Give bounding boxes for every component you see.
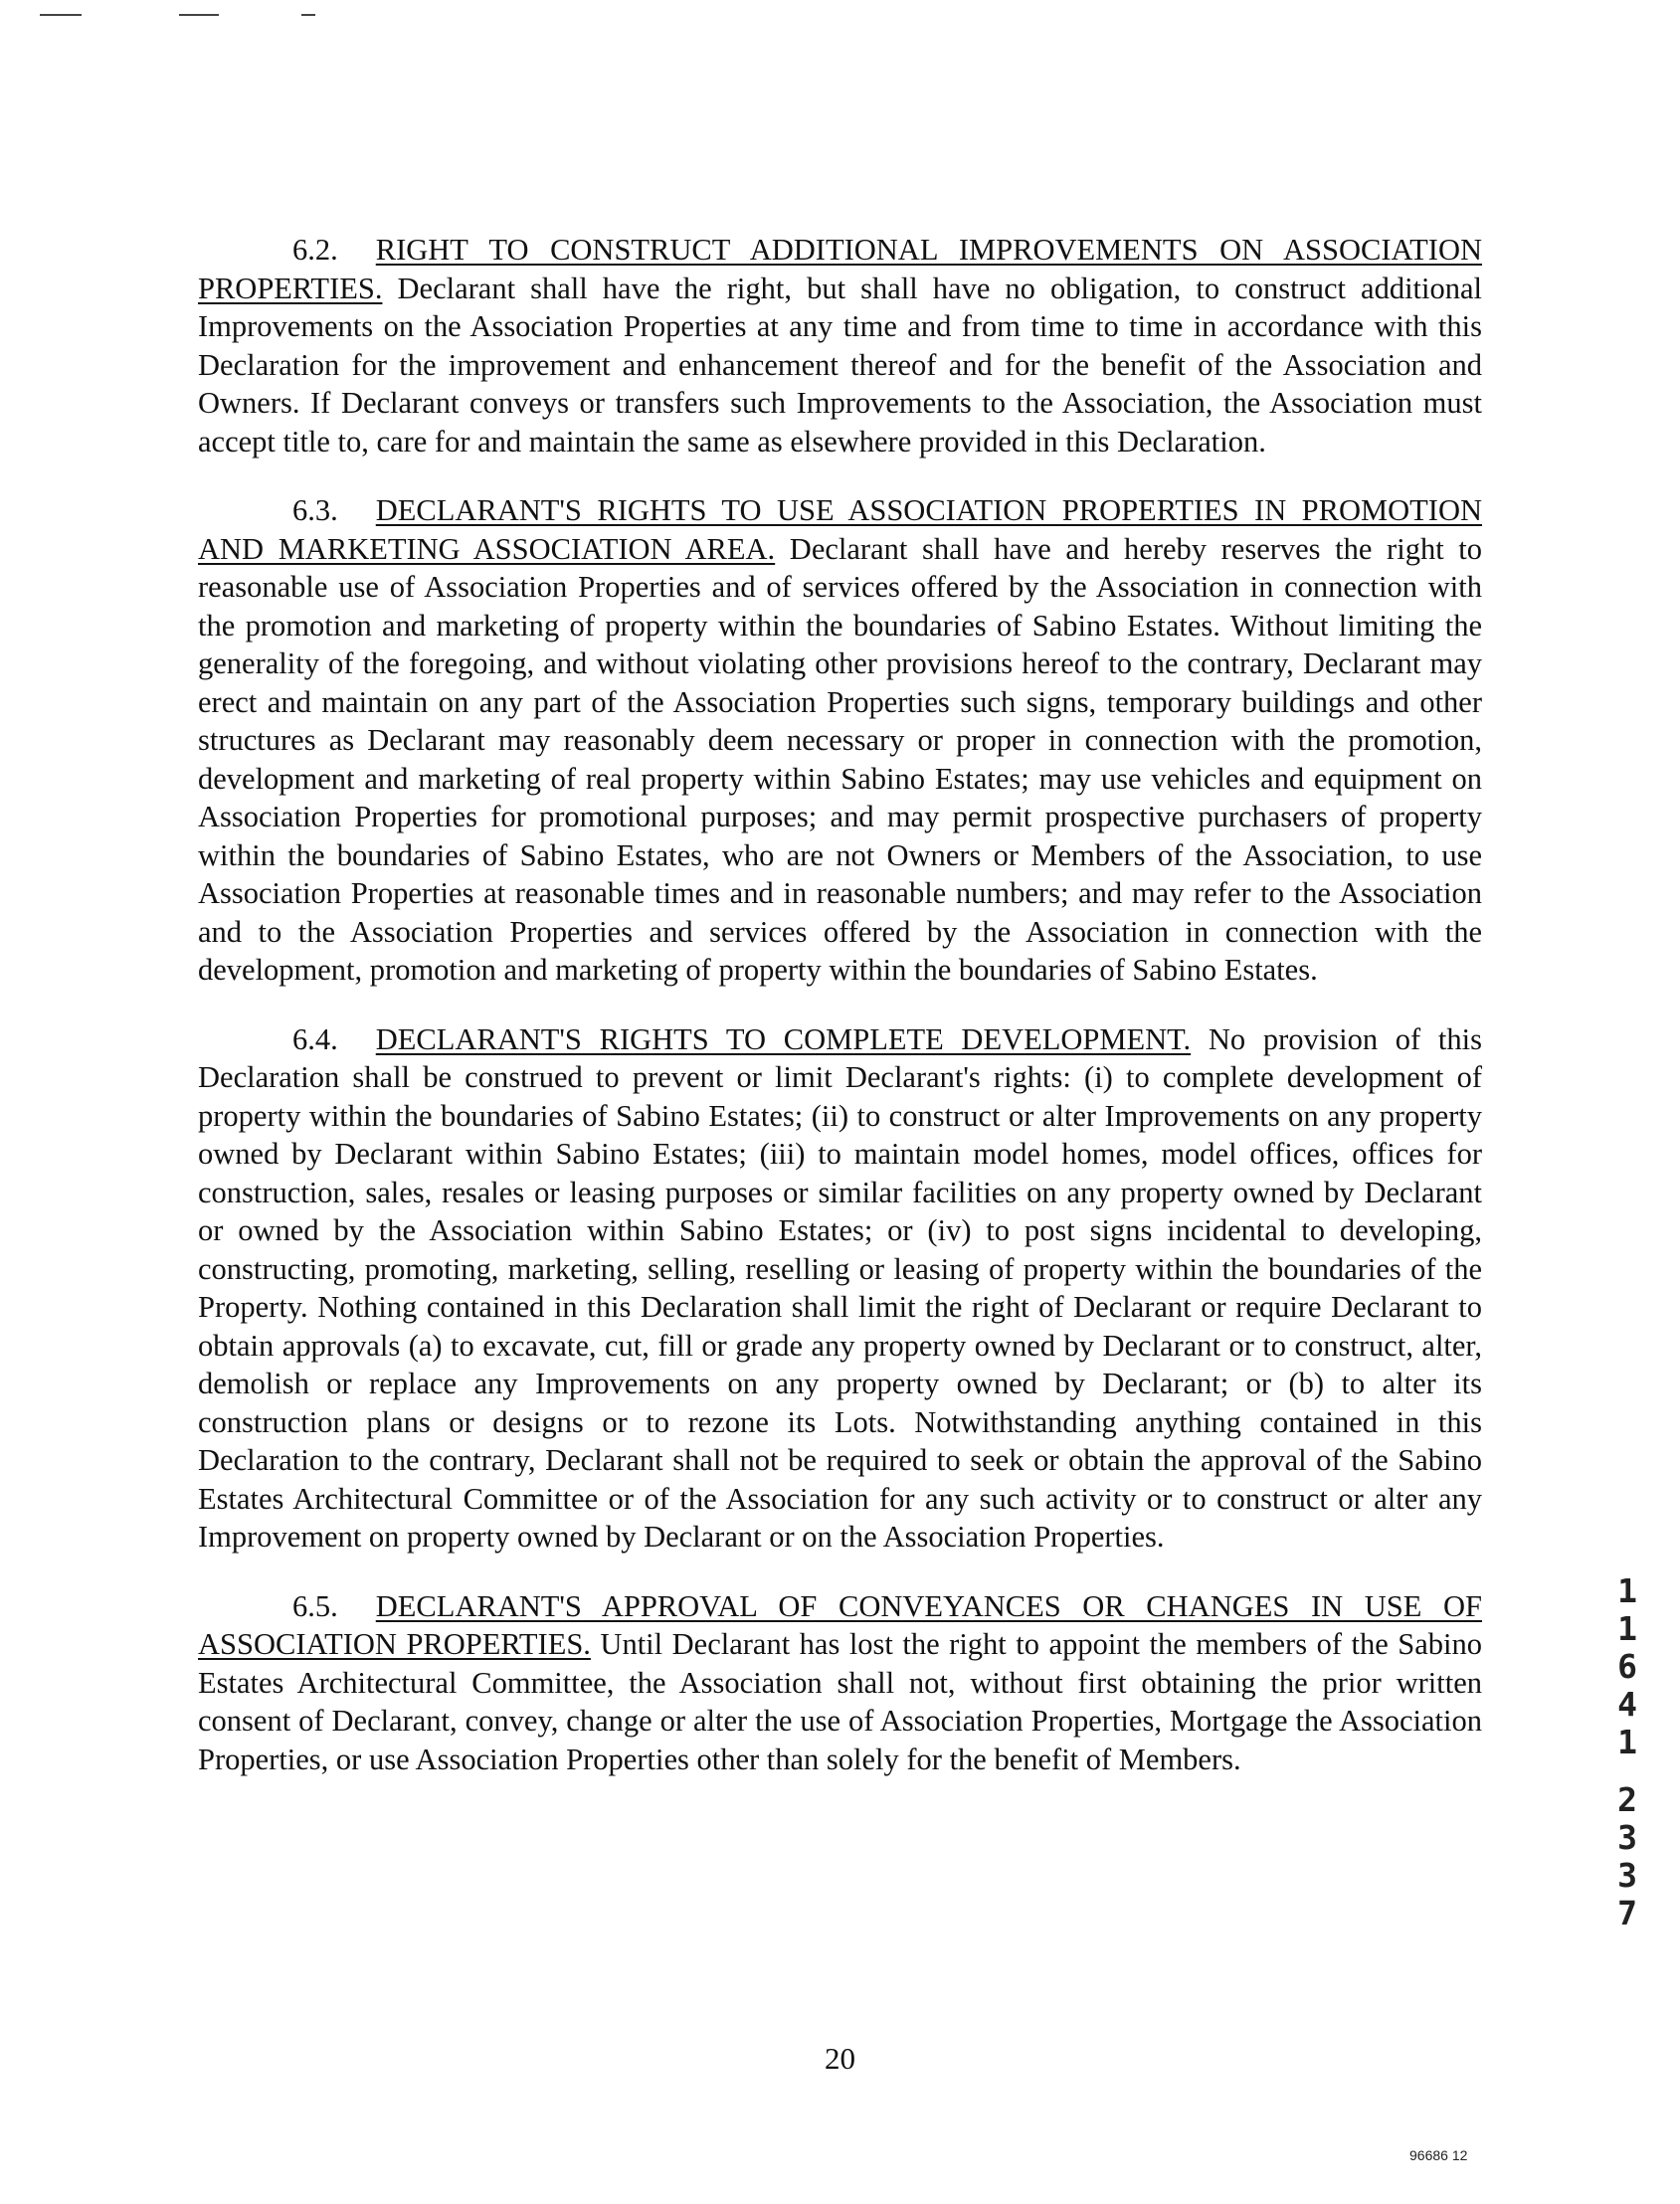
document-body [198, 231, 1482, 1809]
section-number: 6.4. [292, 1021, 338, 1056]
section-heading: DECLARANT'S APPROVAL OF CONVEYANCES OR CHANGES IN USE OF ASSOCIATION PROPERTIES. [198, 1588, 1482, 1661]
section-heading: DECLARANT'S RIGHTS TO USE ASSOCIATION PROPERTIES IN PROMOTION AND MARKETING ASSOCIATION AREA. [198, 493, 1482, 566]
top-scan-marks [20, 4, 348, 24]
section-text: Declarant shall have and hereby reserves the right to reasonable use of Association Properties and of services offered by the Association in connection with the promotion and marketing of property within the boundaries of Sabino Estates. Without limiting the generality of the foregoing, and without violating other provisions hereof to the contrary, Declarant may erect and maintain on any part of the Association Properties such signs, temporary buildings and other structures as Declarant may reasonably deem necessary or proper in connection with the promotion, development and marketing of real property within Sabino Estates; may use vehicles and equipment on Association Properties for promotional purposes; and may permit prospective purchasers of property within the boundaries of Sabino Estates, who are not Owners or Members of the Association, to use Association Properties at reasonable times and in reasonable numbers; and may refer to the Association and to the Association Properties and services offered by the Association in connection with the development, promotion and marketing of property within the boundaries of Sabino Estates. [198, 531, 1483, 987]
stamp-digit: 7 [1617, 1894, 1637, 1932]
section-heading: DECLARANT'S RIGHTS TO COMPLETE DEVELOPMENT. [375, 1021, 1192, 1056]
stamp-digit: 1 [1617, 1571, 1637, 1610]
section-text: Until Declarant has lost the right to appoint the members of the Sabino Estates Architectural Committee, the Association shall not, without first obtaining the prior written consent of Declarant, convey, change or alter the use of Association Properties, Mortgage the Association Properties, or use Association Properties other than solely for the benefit of Members. [198, 1627, 1483, 1776]
section-6-5 [198, 1587, 1482, 1779]
section-text: Declarant shall have the right, but shall have no obligation, to construct additional Improvements on the Association Properties at any time and from time to time in accordance with this Declaration for the improvement and enhancement thereof and for the benefit of the Association and Owners. If Declarant conveys or transfers such Improvements to the Association, the Association must accept title to, care for and maintain the same as elsewhere provided in this Declaration. [198, 271, 1482, 459]
section-6-3 [198, 491, 1482, 990]
section-text: No provision of this Declaration shall be construed to prevent or limit Declarant's rights: (i) to complete development of property within the boundaries of Sabino Estates; (ii) to construct or alter Improvements on any property owned by Declarant within Sabino Estates; (iii) to maintain model homes, model offices, offices for construction, sales, resales or leasing purposes or similar facilities on any property owned by Declarant or owned by the Association within Sabino Estates; or (iv) to post signs incidental to developing, constructing, promoting, marketing, selling, reselling or leasing of property within the boundaries of the Property. Nothing contained in this Declaration shall limit the right of Declarant or require Declarant to obtain approvals (a) to excavate, cut, fill or grade any property owned by Declarant or to construct, alter, demolish or replace any Improvements on any property owned by Declarant; or (b) to alter its construction plans or designs or to rezone its Lots. Notwithstanding anything contained in this Declaration to the contrary, Declarant shall not be required to seek or obtain the approval of the Sabino Estates Architectural Committee or of the Association for any such activity or to construct or alter any Improvement on property owned by Declarant or on the Association Properties. [198, 1021, 1482, 1554]
section-number: 6.5. [292, 1588, 338, 1623]
stamp-digit: 6 [1617, 1647, 1637, 1686]
section-heading: RIGHT TO CONSTRUCT ADDITIONAL IMPROVEMENTS ON ASSOCIATION PROPERTIES. [198, 233, 1482, 305]
section-6-2 [198, 231, 1482, 460]
page-number: 20 [825, 2041, 855, 2076]
document-code: 96686 12 [1409, 2147, 1468, 2163]
section-number: 6.2. [292, 233, 338, 267]
section-number: 6.3. [292, 493, 338, 527]
stamp-digit: 3 [1617, 1818, 1637, 1857]
stamp-digit: 4 [1617, 1685, 1637, 1724]
stamp-digit: 1 [1617, 1723, 1637, 1761]
stamp-digit: 1 [1617, 1609, 1637, 1648]
section-6-4 [198, 1020, 1482, 1557]
recording-stamp [1607, 1572, 1647, 1932]
stamp-digit: 3 [1617, 1856, 1637, 1895]
stamp-digit: 2 [1617, 1780, 1637, 1819]
